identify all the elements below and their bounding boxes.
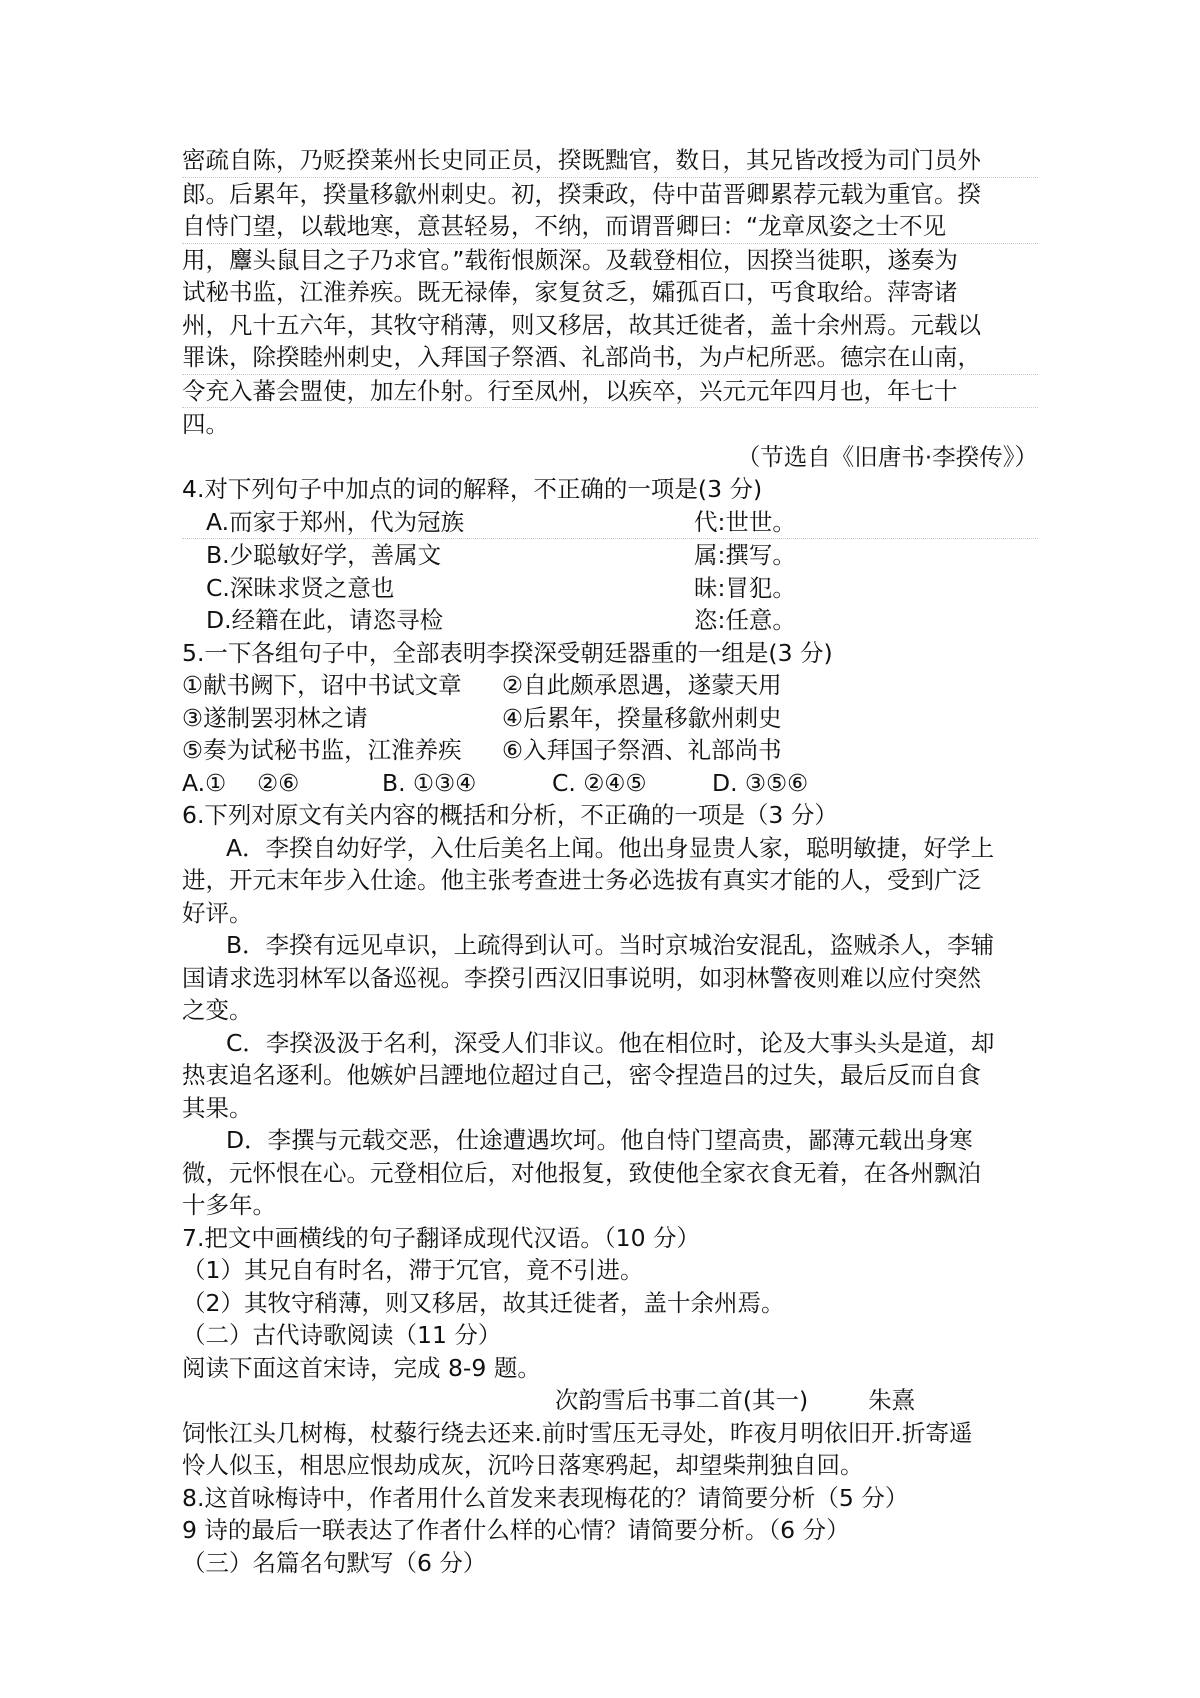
q6-option-a	[182, 832, 1038, 930]
question-stem: 4.对下列句子中加点的词的解释，不正确的一项是(3 分)	[182, 475, 763, 503]
option-line: 十多年。	[182, 1191, 276, 1219]
q5-pair-row	[182, 669, 1038, 702]
section-heading: （三）名篇名句默写（6 分）	[182, 1548, 487, 1577]
question-4	[182, 473, 1038, 637]
passage-line: 四。	[182, 410, 229, 438]
option-line: 国请求选羽林军以备巡视。李揆引西汉旧事说明，如羽林警夜则难以应付突然	[182, 963, 981, 992]
section-dictation	[182, 1547, 1038, 1580]
option-line: 之变。	[182, 996, 253, 1024]
translation-item: （1）其兄自有时名，滞于冗官，竟不引进。	[182, 1256, 644, 1284]
question-9: 9 诗的最后一联表达了作者什么样的心情？请简要分析。（6 分）	[182, 1516, 850, 1544]
q4-option-d	[182, 604, 1038, 637]
q6-option-c	[182, 1027, 1038, 1125]
passage-source: （节选自《旧唐书·李揆传》）	[736, 442, 1038, 471]
option-explanation: 代:世世。	[694, 507, 796, 536]
question-stem: 7.把文中画横线的句子翻译成现代汉语。（10 分）	[182, 1223, 701, 1252]
sentence-item: ③遂制罢羽林之请	[182, 703, 368, 732]
q5-choices	[182, 767, 1038, 800]
translation-item: （2）其牧守稍薄，则又移居，故其迁徙者，盖十余州焉。	[182, 1288, 785, 1317]
sentence-item: ⑥入拜国子祭酒、礼部尚书	[502, 736, 782, 764]
passage-line: 罪诛，除揆睦州刺史，入拜国子祭酒、礼部尚书，为卢杞所恶。德宗在山南，	[182, 341, 1038, 375]
option-line: B．李揆有远见卓识，上疏得到认可。当时京城治安混乱，盗贼杀人，李辅	[226, 931, 995, 959]
poem-author: 朱熹	[868, 1386, 916, 1414]
passage-line: 试秘书监，江淮养疾。既无禄俸，家复贫乏，孀孤百口，丐食取给。萍寄诸	[182, 278, 958, 306]
passage	[182, 144, 1038, 473]
choice-b: B. ①③④	[382, 768, 477, 797]
q6-option-d	[182, 1124, 1038, 1222]
passage-line: 令充入蕃会盟使，加左仆射。行至凤州，以疾卒，兴元元年四月也，年七十	[182, 375, 1038, 409]
option-line: 进，开元末年步入仕途。他主张考查进士务必选拔有真实才能的人，受到广泛	[182, 866, 981, 894]
q4-option-b	[182, 539, 1038, 572]
sentence-item: ②自此颇承恩遇，遂蒙天用	[502, 671, 782, 699]
q4-option-c	[182, 572, 1038, 605]
page-content	[182, 144, 1038, 1579]
poem-line: 饲怅江头几树梅，杖藜行绕去还来.前时雪压无寻处，昨夜月明依旧开.折寄遥	[182, 1418, 973, 1447]
choice-d: D. ③⑤⑥	[712, 768, 809, 797]
question-6	[182, 799, 1038, 1222]
passage-line: 用，麞头鼠目之子乃求官。”载衔恨颇深。及载登相位，因揆当徙职，遂奏为	[182, 245, 958, 274]
passage-line: 郎。后累年，揆量移歙州刺史。初，揆秉政，侍中苗晋卿累荐元载为重官。揆	[182, 179, 981, 208]
option-explanation: 昧:冒犯。	[694, 573, 796, 602]
poem-line: 怜人似玉，相思应恨劫成灰，沉吟日落寒鸦起，却望柴荆独自回。	[182, 1451, 864, 1479]
option-sentence: D.经籍在此，请恣寻检	[206, 606, 444, 634]
q6-option-b	[182, 929, 1038, 1027]
question-5	[182, 637, 1038, 800]
option-line: 其果。	[182, 1093, 253, 1122]
option-line: A．李揆自幼好学，入仕后美名上闻。他出身显贵人家，聪明敏捷，好学上	[226, 833, 995, 862]
option-line: C．李揆汲汲于名利，深受人们非议。他在相位时，论及大事头头是道，却	[226, 1028, 995, 1057]
passage-line: 州，凡十五六年，其牧守稍薄，则又移居，故其迁徙者，盖十余州焉。元载以	[182, 310, 981, 339]
passage-line: 密疏自陈，乃贬揆莱州长史同正员，揆既黜官，数日，其兄皆改授为司门员外	[182, 144, 1038, 178]
section-instruction: 阅读下面这首宋诗，完成 8-9 题。	[182, 1353, 541, 1382]
option-explanation: 属:撰写。	[694, 541, 796, 569]
question-7	[182, 1222, 1038, 1320]
q4-option-a	[182, 506, 1038, 540]
q5-pair-row	[182, 702, 1038, 735]
option-sentence: B.少聪敏好学，善属文	[206, 541, 442, 569]
option-line: D．李撰与元载交恶，仕途遭遇坎坷。他自恃门望高贵，鄙薄元载出身寒	[226, 1126, 973, 1154]
sentence-item: ⑤奏为试秘书监，江淮养疾	[182, 736, 462, 764]
sentence-item: ①献书阙下，诏中书试文章	[182, 671, 462, 699]
option-line: 好评。	[182, 898, 253, 927]
option-sentence: C.深昧求贤之意也	[206, 573, 395, 602]
section-heading: （二）古代诗歌阅读（11 分）	[182, 1321, 502, 1349]
option-line: 微，元怀恨在心。元登相位后，对他报复，致使他全家衣食无着，在各州飘泊	[182, 1158, 981, 1187]
question-stem: 5.一下各组句子中，全部表明李揆深受朝廷器重的一组是(3 分)	[182, 638, 833, 667]
option-sentence: A.而家于郑州，代为冠族	[206, 507, 465, 536]
question-8: 8.这首咏梅诗中，作者用什么首发来表现梅花的？请简要分析（5 分）	[182, 1483, 909, 1512]
section-poetry	[182, 1319, 1038, 1547]
poem-title: 次韵雪后书事二首(其一)	[554, 1386, 809, 1414]
choice-a: A.① ②⑥	[182, 768, 300, 797]
sentence-item: ④后累年，揆量移歙州刺史	[502, 703, 782, 732]
choice-c: C. ②④⑤	[552, 768, 647, 797]
option-explanation: 恣:任意。	[694, 606, 796, 634]
question-stem: 6.下列对原文有关内容的概括和分析，不正确的一项是（3 分）	[182, 801, 838, 829]
option-line: 热衷追名逐利。他嫉妒吕諲地位超过自己，密令捏造吕的过失，最后反而自食	[182, 1061, 981, 1089]
passage-line: 自恃门望，以载地寒，意甚轻易，不纳，而谓晋卿曰：“龙章凤姿之士不见	[182, 210, 1038, 244]
q5-pair-row	[182, 734, 1038, 767]
poem-heading	[182, 1384, 1038, 1417]
